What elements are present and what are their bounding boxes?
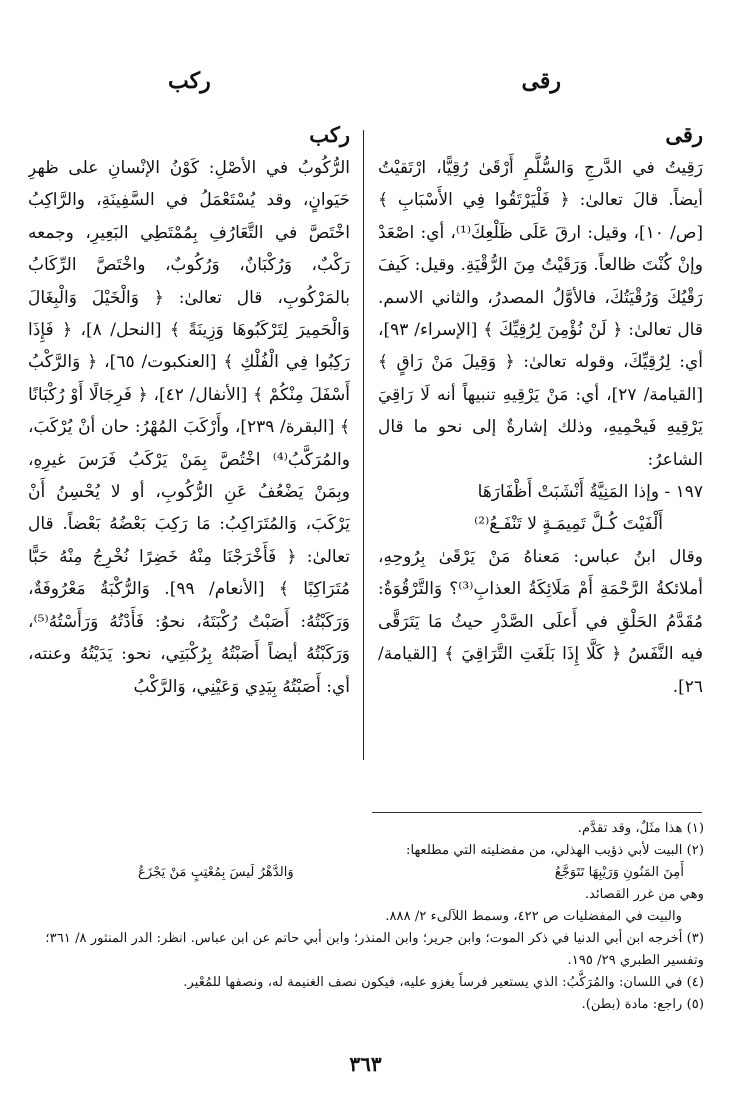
footnote-2-verse-hemistich-2: وَالدَّهْرُ لَيسَ بِمُعْتِبٍ مَنْ يَجْزَعُ	[138, 865, 294, 880]
verse-number: ١٩٧	[675, 482, 703, 503]
footnote-2-verse-hemistich-1: أَمِنَ المَنُونِ وَرَيْبِهَا تَتَوَجَّعُ	[554, 865, 684, 880]
running-head-right: رقى	[521, 68, 561, 94]
entry-paragraph-continued: وقال ابنُ عباس: مَعناهُ مَنْ يَرْقَىٰ بِرُوحِهِ، أملائكةُ الرَّحْمَةِ أَمْ مَلَائِكَةُ العذابِ⁽³⁾؟ وَالتَّرْقُوَةُ: مُقَدَّمُ الحَلْقِ في أَعلَى الصَّدْرِ حيثُ مَا يَتَرَقَّى فيه النَّفَسُ ﴿ كَلَّا إِذَا بَلَغَتِ التَّرَاقِيَ ﴾ [القيامة/ ٢٦].	[378, 546, 703, 697]
footnotes	[28, 818, 704, 1016]
footnote-5: (٥) راجع: مادة (بطن).	[581, 997, 704, 1012]
footnote-2-source: والبيت في المفضليات ص ٤٢٢، وسمط اللآلىء ٢/ ٨٨٨.	[385, 909, 682, 924]
footnote-2-verse	[28, 862, 704, 884]
entry-title-raqa: رقى	[665, 122, 703, 147]
entry-title-rakiba: ركب	[309, 122, 350, 147]
footnote-2-note: وهي من غرر القصائد.	[584, 887, 704, 902]
entry-paragraph: الرُّكُوبُ في الأصْلِ: كَوْنُ الإنْسانِ على ظهرِ حَيَوانٍ، وقد يُسْتَعْمَلُ في السَّفِينَةِ، والرَّاكِبُ اخْتَصَّ في التَّعَارُفِ بِمُمْتَطِي البَعِيرِ، وجمعه رَكْبٌ، وَرُكْبَانٌ، وَرُكُوبٌ، واخْتَصَّ الرِّكَابُ بالمَرْكُوبِ، قال تعالىٰ: ﴿ وَالْخَيْلَ وَالْبِغَالَ وَالْحَمِيرَ لِتَرْكَبُوهَا وَزِينَةً ﴾ [النحل/ ٨]، ﴿ فَإِذَا رَكِبُوا فِي الْفُلْكِ ﴾ [العنكبوت/ ٦٥]، ﴿ وَالرَّكْبُ أَسْفَلَ مِنْكُمْ ﴾ [الأنفال/ ٤٢]، ﴿ فَرِجَالًا أَوْ رُكْبَانًا ﴾ [البقرة/ ٢٣٩]، وأَرْكَبَ المُهْرُ: حان أنْ يُرْكَبَ، والمُرَكَّبُ⁽⁴⁾ اخْتُصَّ بِمَنْ يَرْكَبُ فَرَسَ غيرِهِ، وبِمَنْ يَضْعُفُ عَنِ الرُّكُوبِ، أو لا يُحْسِنُ أَنْ يَرْكَبَ، وَالمُتَرَاكِبُ: مَا رَكِبَ بَعْضُهُ بَعْضاً. قال تعالىٰ: ﴿ فَأَخْرَجْنَا مِنْهُ خَضِرًا نُخْرِجُ مِنْهُ حَبًّا مُتَرَاكِبًا ﴾ [الأنعام/ ٩٩]. وَالرُّكْبَةُ مَعْرُوفَةٌ، وَرَكَبْتُهُ: أَصَبْتُ رُكْبَتَهُ، نحوُ: فَأَدْتُهُ وَرَأَسْتُهُ⁽⁵⁾، وَرَكَبْتُهُ أيضاً أَصَبْتُهُ بِرُكْبَتِي، نحو: يَدَيْتُهُ وعنته، أي: أَصَبْتُهُ بِيَدِي وَعَيْنِي، وَالرَّكْبُ	[28, 158, 350, 697]
page-number: ٣٦٣	[349, 1052, 382, 1076]
verse-hemistich-2: أَلْفَيْتَ كُـلَّ تَمِيمَـةٍ لا تَنْفَـعُ⁽²⁾	[474, 514, 663, 535]
footnote-divider	[372, 812, 702, 813]
entry-column-right	[378, 120, 703, 800]
footnote-2: (٢) البيت لأبي ذؤيب الهذلي، من مفضليته التي مطلعها:	[406, 843, 704, 858]
poetry-verse	[378, 476, 703, 541]
verse-line-1: ١٩٧ - وإذا المَنِيَّةُ أَنْشَبَتْ أَظْفَارَهَا	[477, 482, 703, 503]
footnote-1: (١) هذا مثَلٌ، وقد تقدَّم.	[577, 821, 704, 836]
entry-column-left	[28, 120, 350, 800]
entry-paragraph: رَقِيتُ في الدَّرجِ وَالسُّلَّمِ أَرْقَىٰ رُقِيًّا، ارْتَقيْتُ أيضاً. قالَ تعالىٰ: ﴿ فَلْيَرْتَقُوا فِي الأَسْبَابِ ﴾ [ص/ ١٠]، وقيل: ارقَ عَلَى ظَلْعِكَ⁽¹⁾، أي: اصْعَدْ وإنْ كُنْتَ ظالعاً. وَرَقَيْتُ مِنَ الرُّقْيَةِ. وقيل: كَيفَ رَقْيُكَ وَرُقْيَتُكَ، فالأوَّلُ المصدرُ، والثاني الاسم. قال تعالىٰ: ﴿ لَنْ نُؤْمِنَ لِرُقِيِّكَ ﴾ [الإسراء/ ٩٣]، أي: لِرُقِيِّكَ، وقوله تعالىٰ: ﴿ وَقِيلَ مَنْ رَاقٍ ﴾ [القيامة/ ٢٧]، أي: مَنْ يَرْقِيهِ تنبيهاً أنه لَا رَاقِيَ يَرْقِيهِ فَيحْمِيهِ، وذلك إشارةٌ إلى نحو ما قال الشاعرُ:	[378, 158, 703, 470]
verse-hemistich-1: وإذا المَنِيَّةُ أَنْشَبَتْ أَظْفَارَهَا	[477, 482, 660, 503]
footnote-3: (٣) أخرجه ابن أبي الدنيا في ذكر الموت؛ وابن جرير؛ وابن المنذر؛ وابن أبي حاتم عن ابن عباس. انظر: الدر المنثور ٨/ ٣٦١؛ وتفسير الطبري ٢٩/ ١٩٥.	[45, 931, 704, 968]
running-head-left: ركب	[168, 68, 211, 94]
footnote-4: (٤) في اللسان: والمُرَكَّبُ: الذي يستعير فرساً يغزو عليه، فيكون نصف الغنيمة له، ونصفها للمُعْير.	[183, 975, 704, 990]
column-divider	[363, 130, 364, 760]
